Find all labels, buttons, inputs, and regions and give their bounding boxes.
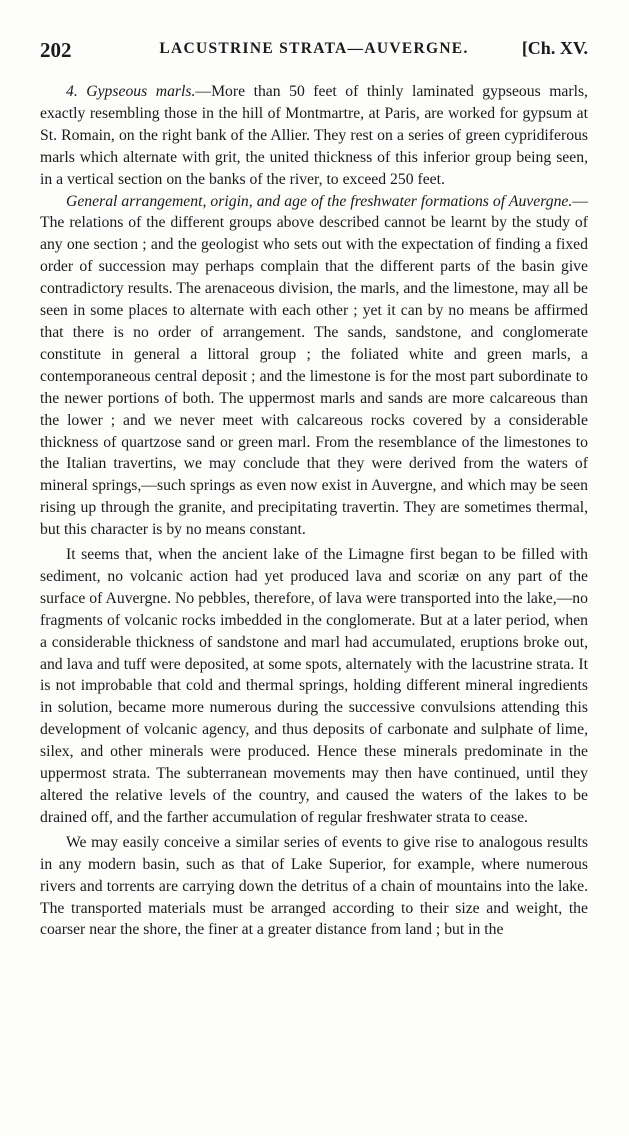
- paragraph-general-arrangement: [40, 191, 588, 542]
- running-title: LACUSTRINE STRATA—AUVERGNE.: [159, 40, 469, 57]
- paragraph-modern-basin: [40, 832, 588, 942]
- paragraph-text: We may easily conceive a similar series of events to give rise to analogous results in any modern basin, such as that of Lake Superior, for example, where numerous rivers and torrents are carrying down the detritus of a chain of mountains into the lake. The transported materials must be arranged according to their size and weight, the coarser near the shore, the finer at a greater distance from land ; but in the: [40, 833, 588, 939]
- chapter-marker: [Ch. XV.: [521, 38, 588, 58]
- page-header: [40, 38, 588, 66]
- body-text: [40, 81, 588, 941]
- paragraph-text: It seems that, when the ancient lake of the Limagne first began to be filled with sediment, no volcanic action had yet produced lava and scoriæ on any part of the surface of Auvergne. No pebbles, therefore, of lava were transported into the lake,—no fragments of volcanic rocks imbedded in the conglomerate. But at a later period, when a considerable thickness of sandstone and marl had accumulated, eruptions broke out, and lava and tuff were deposited, at some spots, alternately with the lacustrine strata. It is not improbable that cold and thermal springs, holding different mineral ingredients in solution, became more numerous during the successive convulsions attending this development of volcanic agency, and thus deposits of carbonate and sulphate of lime, silex, and other minerals were produced. Hence these minerals predominate in the uppermost strata. The subterranean movements may then have continued, until they altered the relative levels of the country, and caused the waters of the lakes to be drained off, and the farther accumulation of regular freshwater strata to cease.: [40, 546, 588, 826]
- paragraph-text: —More than 50 feet of thinly laminated gypseous marls, exactly resembling those in the hill of Montmartre, at Paris, are worked for gypsum at St. Romain, on the right bank of the Allier. They rest on a series of green cypridiferous marls which alternate with grit, the united thickness of this inferior group being seen, in a vertical section on the banks of the river, to exceed 250 feet.: [40, 83, 588, 188]
- paragraph-gypseous-marls: [40, 81, 588, 191]
- paragraph-text: —The relations of the different groups above described cannot be learnt by the study of any one section ; and the geologist who sets out with the expectation of finding a fixed order of succession may perhaps complain that the different parts of the basin give contradictory results. The arenaceous division, the marls, and the limestone, may all be seen in some places to alternate with each other ; yet it can by no means be affirmed that there is no order of arrangement. The sands, sandstone, and conglomerate constitute in general a littoral group ; the foliated white and green marls, a contemporaneous central deposit ; and the limestone is for the most part subordinate to the newer portions of both. The uppermost marls and sands are more calcareous than the lower ; and we never meet with calcareous rocks covered by a considerable thickness of quartzose sand or green marl. From the resemblance of the limestones to the Italian travertins, we may conclude that they were derived from the waters of mineral springs,—such springs as even now exist in Auvergne, and which may be seen rising up through the granite, and precipitating travertin. They are sometimes thermal, but this character is by no means constant.: [40, 192, 588, 539]
- paragraph-lead: 4. Gypseous marls.: [66, 83, 196, 100]
- page-number: 202: [40, 38, 72, 62]
- paragraph-lead: General arrangement, origin, and age of the freshwater formations of Auvergne.: [66, 192, 573, 210]
- paragraph-limagne-lake: [40, 544, 588, 829]
